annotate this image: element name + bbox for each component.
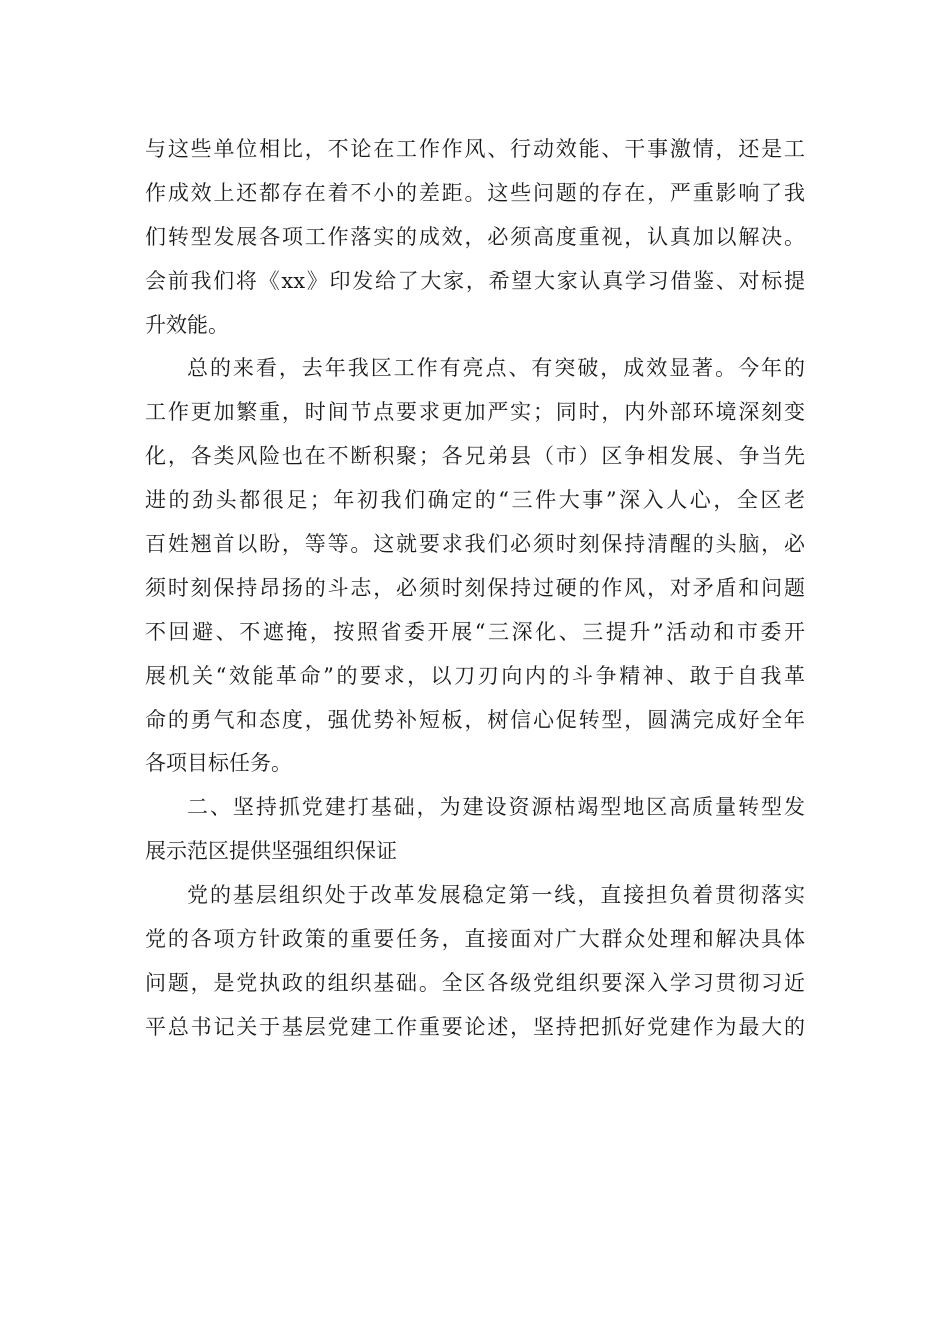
text-line: 百姓翘首以盼，等等。这就要求我们必须时刻保持清醒的头脑，必 bbox=[145, 532, 805, 557]
text-line: 党的各项方针政策的重要任务，直接面对广大群众处理和解决具体 bbox=[145, 927, 805, 952]
document-body bbox=[145, 128, 805, 1050]
section-heading-line: 展示范区提供坚强组织保证 bbox=[145, 839, 397, 864]
paragraph-first-line: 总的来看，去年我区工作有亮点、有突破，成效显著。今年的 bbox=[187, 356, 805, 381]
text-line: 化，各类风险也在不断积聚；各兄弟县（市）区争相发展、争当先 bbox=[145, 444, 805, 469]
text-line: 与这些单位相比，不论在工作作风、行动效能、干事激情，还是工 bbox=[145, 137, 805, 161]
text-line: 们转型发展各项工作落实的成效，必须高度重视，认真加以解决。 bbox=[145, 224, 805, 249]
text-line: 升效能。 bbox=[145, 312, 229, 337]
text-line: 展机关“效能革命”的要求，以刀刃向内的斗争精神、敢于自我革 bbox=[145, 663, 805, 688]
text-line: 会前我们将《xx》印发给了大家，希望大家认真学习借鉴、对标提 bbox=[145, 268, 805, 293]
text-line: 作成效上还都存在着不小的差距。这些问题的存在，严重影响了我 bbox=[145, 180, 805, 205]
text-line: 不回避、不遮掩，按照省委开展“三深化、三提升”活动和市委开 bbox=[145, 619, 805, 644]
text-line: 进的劲头都很足；年初我们确定的“三件大事”深入人心，全区老 bbox=[145, 488, 805, 513]
text-line: 各项目标任务。 bbox=[145, 751, 292, 776]
paragraph-first-line: 党的基层组织处于改革发展稳定第一线，直接担负着贯彻落实 bbox=[187, 883, 805, 908]
text-line: 问题，是党执政的组织基础。全区各级党组织要深入学习贯彻习近 bbox=[145, 970, 805, 995]
text-line: 命的勇气和态度，强优势补短板，树信心促转型，圆满完成好全年 bbox=[145, 707, 805, 732]
text-line: 须时刻保持昂扬的斗志，必须时刻保持过硬的作风，对矛盾和问题 bbox=[145, 575, 805, 600]
text-line: 工作更加繁重，时间节点要求更加严实；同时，内外部环境深刻变 bbox=[145, 400, 805, 425]
text-line: 平总书记关于基层党建工作重要论述，坚持把抓好党建作为最大的 bbox=[145, 1014, 805, 1039]
section-heading-line: 二、坚持抓党建打基础，为建设资源枯竭型地区高质量转型发 bbox=[187, 795, 805, 820]
